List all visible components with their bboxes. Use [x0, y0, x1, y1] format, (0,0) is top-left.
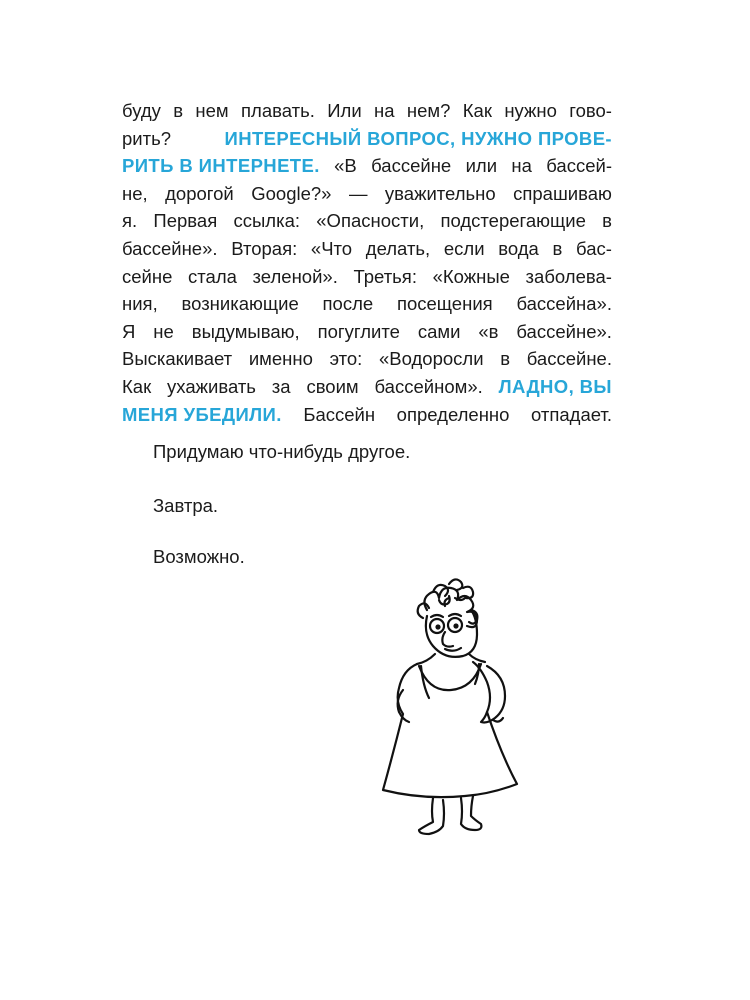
- main-text-block: [122, 97, 612, 428]
- text-word: рить?: [122, 127, 172, 149]
- text-word: бассейне.: [526, 348, 612, 370]
- text-word: погуглите: [317, 320, 400, 342]
- text-line: [122, 180, 612, 208]
- text-word: «Водоросли: [379, 348, 484, 370]
- text-word: бассейном».: [374, 375, 483, 397]
- text-line: [122, 318, 612, 346]
- text-word: посещения: [396, 293, 493, 315]
- text-word: возникающие: [181, 293, 299, 315]
- text-word: Как: [462, 100, 492, 121]
- text-word: «Опасности,: [316, 210, 425, 232]
- text-word: —: [348, 182, 368, 204]
- text-word: нем?: [406, 100, 451, 121]
- text-word: Выскакивает: [122, 348, 233, 370]
- highlighted-text: ЛАДНО, ВЫ: [498, 375, 612, 397]
- text-word: уважительно: [384, 182, 496, 204]
- text-word: плавать.: [241, 100, 315, 121]
- text-word: Вторая:: [231, 237, 298, 259]
- text-word: это:: [329, 348, 363, 370]
- text-word: ссылка:: [233, 210, 301, 232]
- text-word: Как: [122, 375, 152, 397]
- text-word: или: [465, 155, 498, 177]
- paragraph-maybe: Возможно.: [153, 546, 245, 567]
- text-word: если: [443, 237, 485, 259]
- highlighted-text: МЕНЯ УБЕДИЛИ.: [122, 403, 282, 425]
- text-word: в: [500, 348, 511, 370]
- text-word: Первая: [153, 210, 218, 232]
- text-word: определенно: [396, 403, 510, 425]
- text-word: именно: [248, 348, 313, 370]
- text-word: гово-: [569, 100, 612, 121]
- text-word: нем: [195, 100, 229, 121]
- right-arm: [481, 666, 505, 723]
- text-word: в: [602, 210, 612, 232]
- text-word: ния,: [122, 293, 158, 315]
- text-word: спрашиваю: [513, 182, 612, 204]
- highlighted-text: РИТЬ В ИНТЕРНЕТЕ.: [122, 155, 320, 177]
- text-word: подстерегающие: [440, 210, 586, 232]
- text-word: Или: [327, 100, 362, 121]
- paragraph-think-of-something: Придумаю что-нибудь другое.: [153, 441, 411, 462]
- woman-illustration: [375, 570, 545, 850]
- text-word: бассейне».: [122, 237, 218, 259]
- text-word: нужно: [504, 100, 557, 121]
- text-line: [122, 97, 612, 125]
- text-line: [122, 373, 612, 401]
- text-word: делать,: [365, 237, 431, 259]
- text-word: бассейне».: [516, 320, 612, 342]
- text-word: сейне: [122, 265, 173, 287]
- text-line: [122, 207, 612, 235]
- text-word: я.: [122, 210, 138, 232]
- mouth: [445, 648, 461, 651]
- text-word: вода: [498, 237, 539, 259]
- text-word: «Что: [310, 237, 353, 259]
- text-word: бассейна».: [516, 293, 612, 315]
- text-word: бас-: [576, 237, 612, 259]
- right-leg: [461, 796, 481, 830]
- text-word: после: [322, 293, 374, 315]
- text-word: дорогой: [165, 182, 234, 204]
- highlighted-text: ИНТЕРЕСНЫЙ ВОПРОС, НУЖНО ПРОВЕ-: [224, 127, 612, 149]
- text-word: ухаживать: [167, 375, 256, 397]
- text-word: не: [153, 320, 174, 342]
- text-word: в: [552, 237, 563, 259]
- text-word: Третья:: [353, 265, 417, 287]
- left-leg: [419, 798, 444, 834]
- paragraph-tomorrow: Завтра.: [153, 495, 219, 516]
- text-word: «В: [334, 155, 357, 177]
- dress-outline: [383, 662, 517, 797]
- text-line: [122, 263, 612, 291]
- text-word: бассейне: [371, 155, 452, 177]
- text-word: своим: [306, 375, 359, 397]
- text-word: Бассейн: [303, 403, 376, 425]
- text-word: выдумываю,: [191, 320, 300, 342]
- text-word: на: [374, 100, 395, 121]
- text-line: [122, 152, 612, 180]
- text-word: Google?»: [251, 182, 332, 204]
- text-word: отпадает.: [530, 403, 612, 425]
- text-word: буду: [122, 100, 161, 121]
- text-line: [122, 345, 612, 373]
- text-word: стала: [188, 265, 237, 287]
- text-line: [122, 235, 612, 263]
- text-word: не,: [122, 182, 148, 204]
- text-word: «Кожные: [432, 265, 510, 287]
- text-word: сами: [417, 320, 461, 342]
- text-line: [122, 401, 612, 429]
- text-word: на: [511, 155, 532, 177]
- text-word: в: [173, 100, 184, 121]
- text-word: за: [271, 375, 291, 397]
- text-word: заболева-: [525, 265, 612, 287]
- nose: [442, 632, 453, 647]
- text-line: [122, 125, 612, 153]
- text-word: Я: [122, 320, 136, 342]
- text-word: бассей-: [546, 155, 612, 177]
- text-word: зеленой».: [252, 265, 338, 287]
- text-word: «в: [478, 320, 499, 342]
- text-line: [122, 290, 612, 318]
